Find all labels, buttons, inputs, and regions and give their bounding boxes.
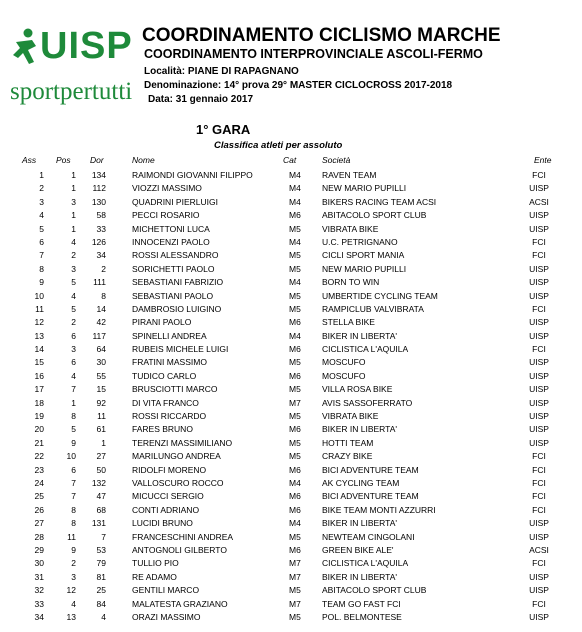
cell-dor: 79 [96,558,106,569]
cell-cat: M5 [289,451,301,462]
table-row [0,290,582,303]
cell-soc: BIKE TEAM MONTI AZZURRI [322,504,436,515]
table-row [0,343,582,356]
cell-cat: M6 [289,464,301,475]
race-heading: 1° GARA [196,122,251,137]
logo-tagline: sportpertutti [10,78,133,105]
cell-ente: UISP [529,384,549,395]
page-title: COORDINAMENTO CICLISMO MARCHE [142,25,501,46]
cell-nome: ANTOGNOLI GILBERTO [132,544,227,555]
cell-soc: TEAM GO FAST FCI [322,598,401,609]
cell-cat: M5 [289,223,301,234]
cell-nome: RAIMONDI GIOVANNI FILIPPO [132,170,253,180]
cell-nome: BRUSCIOTTI MARCO [132,384,218,395]
cell-ass: 11 [35,303,44,314]
cell-nome: PECCI ROSARIO [132,210,200,221]
cell-cat: M6 [289,344,301,355]
cell-cat: M4 [289,518,301,529]
cell-ass: 27 [34,518,44,529]
table-row [0,544,582,557]
col-header-nome: Nome [132,155,155,165]
cell-ente: UISP [529,210,549,221]
cell-nome: FARES BRUNO [132,424,193,435]
col-header-dor: Dor [90,155,104,165]
cell-pos: 4 [71,598,76,609]
cell-pos: 4 [71,236,76,247]
cell-cat: M7 [289,598,301,609]
cell-ass: 4 [39,210,44,221]
table-row [0,437,582,450]
cell-ass: 6 [39,236,44,247]
cell-ente: UISP [529,437,549,448]
logo-brand: UISP [40,25,133,67]
cell-dor: 61 [96,424,106,435]
cell-pos: 5 [71,303,76,314]
cell-soc: CICLI SPORT MANIA [322,250,405,261]
cell-pos: 11 [67,531,76,542]
uisp-logo [8,24,140,114]
cell-nome: ROSSI RICCARDO [132,411,207,422]
table-row [0,450,582,463]
cell-dor: 132 [91,477,106,488]
cell-dor: 64 [96,344,106,355]
cell-ente: UISP [529,277,549,288]
col-header-ass: Ass [22,155,37,165]
cell-nome: MARILUNGO ANDREA [132,451,221,462]
cell-cat: M7 [289,397,301,408]
cell-dor: 14 [96,303,106,314]
cell-ente: UISP [529,397,549,408]
cell-ass: 14 [34,344,44,355]
cell-ente: FCI [532,464,546,475]
cell-ente: FCI [532,170,546,180]
table-row [0,330,582,343]
cell-cat: M6 [289,210,301,221]
cell-ass: 32 [34,585,44,596]
cell-cat: M7 [289,558,301,569]
table-row [0,611,582,624]
cell-pos: 2 [71,558,76,569]
cell-cat: M5 [289,263,301,274]
cell-cat: M4 [289,277,301,288]
cell-nome: INNOCENZI PAOLO [132,236,210,247]
cell-nome: RUBEIS MICHELE LUIGI [132,344,229,355]
cell-ass: 26 [34,504,44,515]
cell-ass: 9 [39,277,44,288]
cell-pos: 3 [71,344,76,355]
cell-ente: UISP [529,518,549,529]
cell-pos: 8 [71,411,76,422]
cell-soc: BIKERS RACING TEAM ACSI [322,196,437,207]
cell-nome: RE ADAMO [132,571,177,582]
table-row [0,383,582,396]
table-row [0,397,582,410]
cell-nome: ORAZI MASSIMO [132,611,201,622]
cell-pos: 3 [71,196,76,207]
cell-ass: 17 [34,384,44,395]
table-row [0,276,582,289]
cell-ass: 23 [34,464,44,475]
cell-cat: M5 [289,411,301,422]
cell-ass: 29 [34,544,44,555]
cell-ass: 7 [39,250,44,261]
cell-ente: FCI [532,451,546,462]
cell-soc: AK CYCLING TEAM [322,477,400,488]
cell-soc: BIKER IN LIBERTA' [322,424,397,435]
cell-pos: 10 [66,451,76,462]
cell-dor: 68 [96,504,106,515]
event-name: Denominazione: 14° prova 29° MASTER CICLOCROSS 2017-2018 [144,80,453,91]
table-row [0,263,582,276]
cell-ass: 22 [34,451,44,462]
cell-dor: 55 [96,370,106,381]
table-row [0,209,582,222]
cell-ente: UISP [529,611,549,622]
table-header [0,155,582,167]
table-row [0,249,582,262]
cell-dor: 2 [101,263,106,274]
cell-dor: 34 [96,250,106,261]
cell-ass: 2 [39,183,44,194]
table-row [0,571,582,584]
cell-cat: M4 [289,236,301,247]
page-subtitle: COORDINAMENTO INTERPROVINCIALE ASCOLI-FERMO [144,47,483,61]
cell-soc: VIBRATA BIKE [322,411,379,422]
cell-ass: 19 [34,411,44,422]
cell-soc: RAMPICLUB VALVIBRATA [322,303,424,314]
cell-soc: BIKER IN LIBERTA' [322,518,397,529]
cell-pos: 12 [66,585,76,596]
cell-pos: 1 [71,183,76,194]
cell-ente: UISP [529,370,549,381]
cell-nome: PIRANI PAOLO [132,317,192,328]
table-row [0,370,582,383]
event-date: Data: 31 gennaio 2017 [148,94,254,105]
cell-nome: LUCIDI BRUNO [132,518,193,529]
cell-ass: 21 [34,437,44,448]
table-row [0,598,582,611]
cell-dor: 58 [96,210,106,221]
cell-soc: UMBERTIDE CYCLING TEAM [322,290,438,301]
cell-cat: M6 [289,370,301,381]
table-row [0,490,582,503]
cell-ass: 5 [39,223,44,234]
table-row [0,223,582,236]
cell-ente: UISP [529,571,549,582]
cell-cat: M4 [289,477,301,488]
cell-ente: FCI [532,477,546,488]
cell-pos: 1 [71,210,76,221]
cell-ente: UISP [529,357,549,368]
cell-cat: M4 [289,196,301,207]
cell-cat: M5 [289,531,301,542]
cell-ass: 13 [34,330,44,341]
cell-dor: 30 [96,357,106,368]
cell-ass: 20 [34,424,44,435]
cell-pos: 1 [71,223,76,234]
table-row [0,423,582,436]
cell-soc: VILLA ROSA BIKE [322,384,393,395]
cell-pos: 3 [71,571,76,582]
cell-pos: 9 [71,544,76,555]
cell-pos: 7 [71,477,76,488]
cell-dor: 84 [96,598,106,609]
cell-soc: ABITACOLO SPORT CLUB [322,585,427,596]
cell-pos: 9 [71,437,76,448]
cell-soc: BICI ADVENTURE TEAM [322,464,419,475]
cell-ass: 12 [34,317,44,328]
cell-ente: UISP [529,424,549,435]
cell-dor: 117 [92,330,106,341]
cell-soc: AVIS SASSOFERRATO [322,397,413,408]
table-row [0,169,582,182]
cell-dor: 1 [101,437,106,448]
cell-ass: 30 [34,558,44,569]
cell-dor: 42 [96,317,106,328]
table-row [0,356,582,369]
cell-ente: FCI [532,303,546,314]
col-header-cat: Cat [283,155,297,165]
table-row [0,464,582,477]
cell-ass: 8 [39,263,44,274]
cell-pos: 1 [71,170,76,180]
cell-cat: M5 [289,611,301,622]
cell-dor: 33 [96,223,106,234]
table-row [0,517,582,530]
cell-nome: ROSSI ALESSANDRO [132,250,219,261]
cell-nome: FRANCESCHINI ANDREA [132,531,234,542]
cell-ass: 28 [34,531,44,542]
col-header-societa: Società [322,155,351,165]
cell-cat: M4 [289,330,301,341]
cell-soc: BIKER IN LIBERTA' [322,571,397,582]
cell-cat: M6 [289,317,301,328]
cell-nome: DI VITA FRANCO [132,397,199,408]
cell-cat: M5 [289,357,301,368]
cell-pos: 2 [71,250,76,261]
cell-cat: M7 [289,571,301,582]
cell-pos: 7 [71,384,76,395]
cell-pos: 8 [71,504,76,515]
cell-soc: U.C. PETRIGNANO [322,236,398,247]
cell-pos: 4 [71,290,76,301]
cell-ass: 15 [34,357,44,368]
cell-pos: 3 [71,263,76,274]
cell-soc: VIBRATA BIKE [322,223,379,234]
cell-cat: M5 [289,384,301,395]
cell-dor: 134 [91,170,106,180]
table-row [0,557,582,570]
table-row [0,477,582,490]
cell-nome: FRATINI MASSIMO [132,357,207,368]
cell-cat: M6 [289,544,301,555]
cell-soc: HOTTI TEAM [322,437,374,448]
table-row [0,410,582,423]
cell-ente: FCI [532,504,546,515]
cell-nome: GENTILI MARCO [132,585,200,596]
cell-cat: M6 [289,504,301,515]
cell-nome: TULLIO PIO [132,558,179,569]
table-row [0,316,582,329]
cell-dor: 7 [101,531,106,542]
cell-dor: 126 [91,236,106,247]
cell-dor: 92 [96,397,106,408]
cell-pos: 6 [71,330,76,341]
cell-nome: VIOZZI MASSIMO [132,183,202,194]
cell-cat: M4 [289,170,301,180]
cell-nome: SEBASTIANI FABRIZIO [132,277,224,288]
col-header-pos: Pos [56,155,71,165]
cell-pos: 1 [71,397,76,408]
cell-ente: ACSI [529,544,549,555]
cell-ass: 3 [39,196,44,207]
cell-ente: UISP [529,183,549,194]
cell-nome: SEBASTIANI PAOLO [132,290,214,301]
table-row [0,303,582,316]
cell-ass: 31 [34,571,44,582]
cell-nome: SPINELLI ANDREA [132,330,207,341]
cell-soc: GREEN BIKE ALE' [322,544,394,555]
cell-nome: MICUCCI SERGIO [132,491,204,502]
cell-ente: UISP [529,290,549,301]
cell-soc: POL. BELMONTESE [322,611,402,622]
cell-soc: CRAZY BIKE [322,451,373,462]
cell-dor: 15 [96,384,106,395]
cell-dor: 130 [91,196,106,207]
table-row [0,196,582,209]
cell-nome: MICHETTONI LUCA [132,223,210,234]
cell-nome: MALATESTA GRAZIANO [132,598,228,609]
cell-ente: UISP [529,585,549,596]
cell-ass: 10 [34,290,44,301]
cell-ente: UISP [529,531,549,542]
cell-ass: 24 [34,477,44,488]
cell-ass: 34 [34,611,44,622]
cell-dor: 111 [93,277,106,288]
cell-ass: 33 [34,598,44,609]
cell-pos: 13 [66,611,76,622]
cell-soc: BICI ADVENTURE TEAM [322,491,419,502]
cell-ass: 18 [34,397,44,408]
cell-ente: FCI [532,491,546,502]
cell-nome: DAMBROSIO LUIGINO [132,303,222,314]
table-row [0,182,582,195]
cell-ass: 16 [34,370,44,381]
cell-cat: M5 [289,290,301,301]
cell-soc: NEW MARIO PUPILLI [322,263,407,274]
cyclist-figure-icon [10,28,40,68]
cell-ente: UISP [529,317,549,328]
cell-dor: 53 [96,544,106,555]
cell-pos: 6 [71,357,76,368]
cell-ente: FCI [532,250,546,261]
cell-ente: FCI [532,236,546,247]
cell-pos: 4 [71,370,76,381]
cell-cat: M5 [289,585,301,596]
cell-dor: 112 [92,183,106,194]
results-table [0,169,582,624]
cell-pos: 2 [71,317,76,328]
cell-soc: MOSCUFO [322,357,366,368]
cell-cat: M5 [289,437,301,448]
cell-dor: 8 [101,290,106,301]
col-header-ente: Ente [534,155,552,165]
ranking-title: Classifica atleti per assoluto [214,140,343,151]
cell-soc: NEWTEAM CINGOLANI [322,531,415,542]
cell-ente: UISP [529,263,549,274]
cell-nome: VALLOSCURO ROCCO [132,477,224,488]
cell-dor: 4 [101,611,106,622]
cell-soc: NEW MARIO PUPILLI [322,183,407,194]
cell-soc: ABITACOLO SPORT CLUB [322,210,427,221]
table-row [0,584,582,597]
cell-cat: M6 [289,424,301,435]
cell-nome: QUADRINI PIERLUIGI [132,196,218,207]
cell-pos: 5 [71,277,76,288]
cell-soc: BORN TO WIN [322,277,380,288]
cell-dor: 25 [96,585,106,596]
cell-cat: M6 [289,491,301,502]
cell-ente: UISP [529,411,549,422]
cell-ente: FCI [532,344,546,355]
cell-soc: CICLISTICA L'AQUILA [322,558,409,569]
cell-nome: TUDICO CARLO [132,370,197,381]
cell-ass: 1 [39,170,44,180]
cell-ente: UISP [529,330,549,341]
cell-pos: 6 [71,464,76,475]
table-row [0,236,582,249]
cell-soc: MOSCUFO [322,370,366,381]
cell-ente: FCI [532,558,546,569]
cell-pos: 5 [71,424,76,435]
cell-dor: 131 [91,518,106,529]
table-row [0,531,582,544]
cell-pos: 8 [71,518,76,529]
cell-dor: 11 [97,411,106,422]
cell-soc: RAVEN TEAM [322,170,377,180]
cell-ass: 25 [34,491,44,502]
cell-cat: M5 [289,250,301,261]
event-location: Località: PIANE DI RAPAGNANO [144,66,299,77]
cell-dor: 81 [96,571,106,582]
cell-nome: TERENZI MASSIMILIANO [132,437,233,448]
cell-nome: SORICHETTI PAOLO [132,263,215,274]
cell-nome: CONTI ADRIANO [132,504,200,515]
cell-dor: 27 [96,451,106,462]
cell-ente: ACSI [529,196,549,207]
cell-soc: CICLISTICA L'AQUILA [322,344,409,355]
table-row [0,504,582,517]
cell-soc: STELLA BIKE [322,317,375,328]
cell-cat: M5 [289,303,301,314]
cell-soc: BIKER IN LIBERTA' [322,330,397,341]
cell-nome: RIDOLFI MORENO [132,464,207,475]
cell-pos: 7 [71,491,76,502]
cell-ente: FCI [532,598,546,609]
cell-cat: M4 [289,183,301,194]
cell-ente: UISP [529,223,549,234]
cell-dor: 50 [96,464,106,475]
cell-dor: 47 [96,491,106,502]
